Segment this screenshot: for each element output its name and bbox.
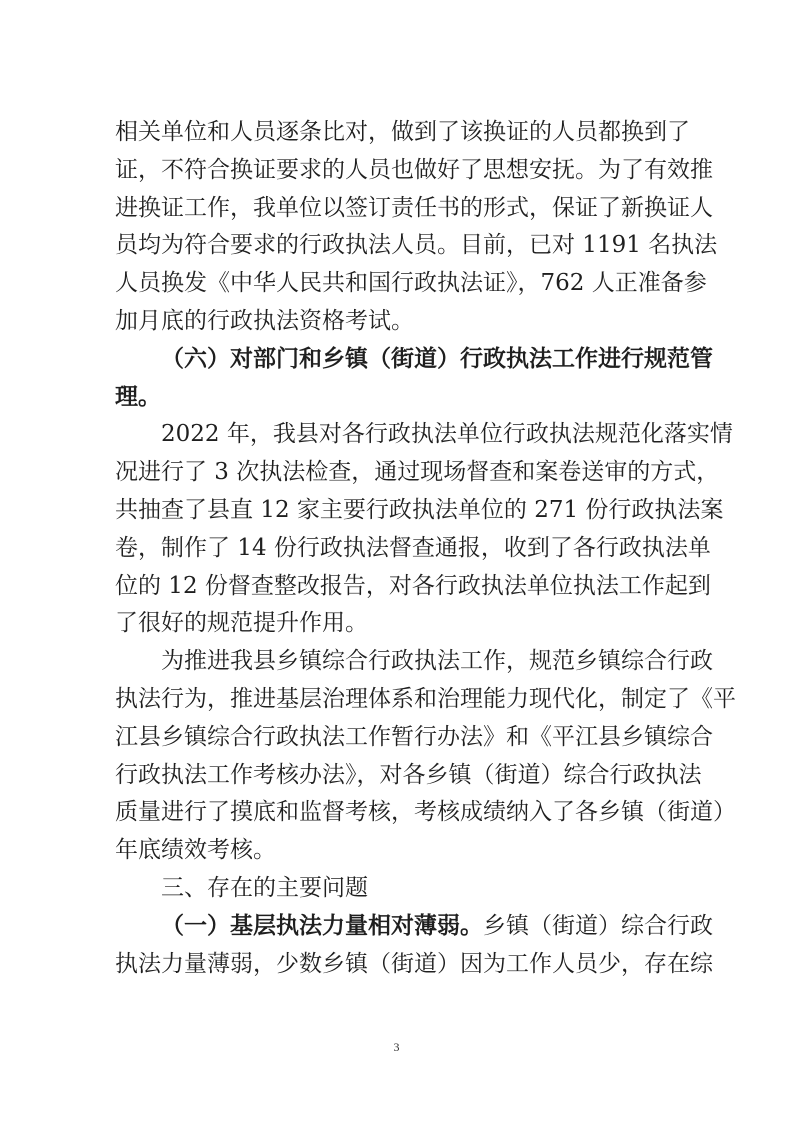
text-line	[115, 908, 713, 946]
text-line: 了很好的规范提升作用。	[115, 610, 368, 637]
text-line: 相关单位和人员逐条比对，做到了该换证的人员都换到了	[115, 119, 690, 145]
text-line: 为推进我县乡镇综合行政执法工作，规范乡镇综合行政	[161, 648, 713, 675]
section-heading-3: 三、存在的主要问题	[161, 874, 368, 901]
text-line: 卷，制作了 14 份行政执法督查通报，收到了各行政执法单	[115, 534, 711, 561]
text-line: 位的 12 份督查整改报告，对各行政执法单位执法工作起到	[115, 572, 711, 599]
text-line: 加月底的行政执法资格考试。	[115, 307, 414, 334]
text-line: 人员换发《中华人民共和国行政执法证》，762 人正准备参	[115, 270, 707, 297]
lead-rest: 乡镇（街道）综合行政	[483, 912, 713, 939]
text-line: 年底绩效考核。	[115, 837, 276, 864]
text-line: 员均为符合要求的行政执法人员。目前，已对 1191 名执法	[115, 232, 718, 259]
text-line: 执法力量薄弱，少数乡镇（街道）因为工作人员少，存在综	[115, 950, 713, 977]
text-line: 执法行为，推进基层治理体系和治理能力现代化，制定了《平	[115, 685, 736, 712]
document-body	[115, 114, 736, 983]
text-line: 江县乡镇综合行政执法工作暂行办法》和《平江县乡镇综合	[115, 723, 713, 750]
text-line: 行政执法工作考核办法》，对各乡镇（街道）综合行政执法	[115, 761, 702, 788]
text-line: 质量进行了摸底和监督考核，考核成绩纳入了各乡镇（街道）	[115, 799, 736, 826]
paragraph-township-enforcement	[115, 643, 736, 870]
subsection-heading-6	[115, 341, 713, 417]
heading-line: （六）对部门和乡镇（街道）行政执法工作进行规范管	[161, 345, 713, 372]
bold-lead: （一）基层执法力量相对薄弱。	[161, 912, 483, 939]
paragraph-inspection-2022	[115, 416, 733, 643]
paragraph-grassroots-weakness	[115, 908, 713, 984]
text-line: 2022 年，我县对各行政执法单位行政执法规范化落实情	[161, 421, 733, 448]
page-number: 3	[393, 1040, 400, 1054]
heading-line: 理。	[115, 383, 161, 410]
text-line: 况进行了 3 次执法检查，通过现场督查和案卷送审的方式，	[115, 459, 720, 486]
text-line: 共抽查了县直 12 家主要行政执法单位的 271 份行政执法案	[115, 496, 724, 523]
text-line: 证，不符合换证要求的人员也做好了思想安抚。为了有效推	[115, 156, 713, 183]
text-line: 进换证工作，我单位以签订责任书的形式，保证了新换证人	[115, 194, 713, 221]
paragraph-credential-renewal	[115, 114, 718, 341]
